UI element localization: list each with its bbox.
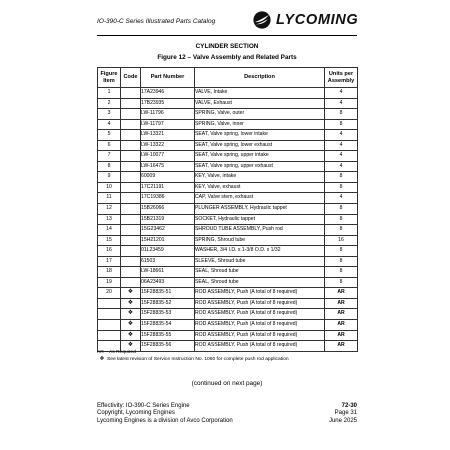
col-header-code: Code	[121, 68, 141, 88]
symbol-note-line	[97, 356, 357, 363]
description-cell: CAP, Valve stem, exhaust	[195, 193, 325, 204]
code-cell	[121, 193, 141, 204]
units-cell: 8	[325, 109, 358, 120]
part-number-cell: 15H21201	[141, 235, 195, 246]
table-row	[98, 204, 358, 215]
figure-item-cell: 2	[98, 98, 121, 109]
figure-item-cell: 4	[98, 119, 121, 130]
part-number-cell: LW-10077	[141, 151, 195, 162]
description-cell: ROD ASSEMBLY, Push (A total of 8 required)	[195, 341, 325, 352]
description-cell: SHROUD TUBE ASSEMBLY, Push rod	[195, 225, 325, 236]
units-cell: 8	[325, 182, 358, 193]
footer-effectivity: Effectivity: IO-390-C Series Engine	[97, 403, 190, 409]
units-cell: 4	[325, 88, 358, 99]
part-number-cell: LW-18661	[141, 267, 195, 278]
figure-item-cell: 7	[98, 151, 121, 162]
lycoming-logo	[252, 10, 358, 30]
description-cell: ROD ASSEMBLY, Push (A total of 8 required)	[195, 320, 325, 331]
code-cell: ❖	[121, 288, 141, 299]
units-cell: AR	[325, 288, 358, 299]
ar-note: AR – As Required	[97, 350, 136, 355]
table-row	[98, 140, 358, 151]
units-cell: 8	[325, 172, 358, 183]
code-cell	[121, 182, 141, 193]
table-row	[98, 109, 358, 120]
col-header-part-number: Part Number	[141, 68, 195, 88]
figure-item-cell: 16	[98, 246, 121, 257]
part-number-cell: 17C19386	[141, 193, 195, 204]
units-cell: 8	[325, 204, 358, 215]
part-number-cell: 15F28835-55	[141, 330, 195, 341]
figure-item-cell: 3	[98, 109, 121, 120]
table-row	[98, 225, 358, 236]
units-cell: 8	[325, 119, 358, 130]
units-cell: 8	[325, 267, 358, 278]
continued-note: (continued on next page)	[191, 380, 263, 387]
units-cell: 4	[325, 98, 358, 109]
units-cell: 8	[325, 277, 358, 288]
part-number-cell: 15F28835-53	[141, 309, 195, 320]
figure-item-cell: 5	[98, 130, 121, 141]
figure-item-cell: 12	[98, 204, 121, 215]
part-number-cell: 15F28835-51	[141, 288, 195, 299]
table-row	[98, 320, 358, 331]
col-header-figure-item: Figure Item	[98, 68, 121, 88]
part-number-cell: 17B23935	[141, 98, 195, 109]
description-cell: KEY, Valve, exhaust	[195, 182, 325, 193]
units-cell: AR	[325, 330, 358, 341]
description-cell: ROD ASSEMBLY, Push (A total of 8 required)	[195, 298, 325, 309]
units-cell: 4	[325, 193, 358, 204]
part-number-cell: 06A23493	[141, 277, 195, 288]
footer	[97, 403, 357, 425]
code-cell	[121, 277, 141, 288]
description-cell: SPRING, Valve, outer	[195, 109, 325, 120]
catalog-title: IO-390-C Series Illustrated Parts Catalog	[97, 18, 216, 25]
figure-item-cell	[98, 309, 121, 320]
units-cell: AR	[325, 320, 358, 331]
description-cell: SEAT, Valve spring, lower exhaust	[195, 140, 325, 151]
part-number-cell: LW-13322	[141, 140, 195, 151]
table-row	[98, 119, 358, 130]
description-cell: SLEEVE, Shroud tube	[195, 256, 325, 267]
table-row	[98, 161, 358, 172]
footer-chapter: 72-30	[341, 403, 357, 409]
description-cell: SOCKET, Hydraulic tappet	[195, 214, 325, 225]
table-row	[98, 309, 358, 320]
part-number-cell: 17A23946	[141, 88, 195, 99]
figure-item-cell: 19	[98, 277, 121, 288]
units-cell: AR	[325, 309, 358, 320]
figure-item-cell	[98, 298, 121, 309]
code-cell	[121, 172, 141, 183]
col-header-description: Description	[195, 68, 325, 88]
col-header-units: Units per Assembly	[325, 68, 358, 88]
units-cell: 4	[325, 140, 358, 151]
part-number-cell: 15G23462	[141, 225, 195, 236]
units-cell: 4	[325, 130, 358, 141]
code-cell	[121, 98, 141, 109]
description-cell: SPRING, Shroud tube	[195, 235, 325, 246]
figure-item-cell: 18	[98, 267, 121, 278]
units-cell: AR	[325, 341, 358, 352]
table-row	[98, 256, 358, 267]
footer-date: June 2025	[328, 417, 357, 424]
code-cell	[121, 204, 141, 215]
units-cell: 4	[325, 161, 358, 172]
code-cell	[121, 267, 141, 278]
code-cell: ❖	[121, 341, 141, 352]
code-cell: ❖	[121, 330, 141, 341]
code-cell	[121, 256, 141, 267]
part-number-cell: LW-13321	[141, 130, 195, 141]
part-number-cell: 15B21319	[141, 214, 195, 225]
part-number-cell: LW-16475	[141, 161, 195, 172]
lycoming-wing-icon	[252, 11, 272, 29]
description-cell: VALVE, Intake	[195, 88, 325, 99]
footer-page: Page 31	[334, 410, 357, 417]
description-cell: VALVE, Exhaust	[195, 98, 325, 109]
figure-item-cell: 13	[98, 214, 121, 225]
units-cell: 8	[325, 256, 358, 267]
figure-item-cell	[98, 330, 121, 341]
code-cell	[121, 88, 141, 99]
part-number-cell: 60009	[141, 172, 195, 183]
code-cell	[121, 119, 141, 130]
table-row	[98, 193, 358, 204]
figure-item-cell: 15	[98, 235, 121, 246]
part-number-cell: 15F28835-56	[141, 341, 195, 352]
description-cell: SEAT, Valve spring, upper exhaust	[195, 161, 325, 172]
figure-item-cell: 8	[98, 161, 121, 172]
description-cell: KEY, Valve, intake	[195, 172, 325, 183]
footer-copyright: Copyright, Lycoming Engines	[97, 410, 175, 417]
description-cell: SPRING, Valve, inner	[195, 119, 325, 130]
table-row	[98, 277, 358, 288]
units-cell: 16	[325, 235, 358, 246]
figure-item-cell: 11	[98, 193, 121, 204]
code-cell	[121, 235, 141, 246]
code-cell	[121, 130, 141, 141]
figure-item-cell	[98, 320, 121, 331]
figure-item-cell: 20	[98, 288, 121, 299]
description-cell: ROD ASSEMBLY, Push (A total of 8 required)	[195, 330, 325, 341]
figure-item-cell: 1	[98, 88, 121, 99]
table-row	[98, 172, 358, 183]
table-row	[98, 288, 358, 299]
part-number-cell: LW-11796	[141, 109, 195, 120]
units-cell: 4	[325, 151, 358, 162]
footer-division: Lycoming Engines is a division of Avco Corporation	[97, 417, 233, 424]
symbol-note: See latest revision of Service Instruction No. 1060 for complete push rod application	[107, 357, 289, 363]
section-title: CYLINDER SECTION	[195, 43, 259, 50]
code-cell	[121, 161, 141, 172]
table-row	[98, 214, 358, 225]
part-number-cell: 15F28835-54	[141, 320, 195, 331]
logo-wordmark: LYCOMING	[276, 12, 359, 28]
code-cell	[121, 140, 141, 151]
part-number-cell: 01L23459	[141, 246, 195, 257]
header-rule	[97, 35, 357, 36]
description-cell: ROD ASSEMBLY, Push (A total of 8 required)	[195, 288, 325, 299]
code-cell	[121, 109, 141, 120]
figure-item-cell: 10	[98, 182, 121, 193]
figure-item-cell: 9	[98, 172, 121, 183]
figure-title: Figure 12 – Valve Assembly and Related Parts	[157, 54, 297, 61]
description-cell: SEAL, Shroud tube	[195, 267, 325, 278]
units-cell: 8	[325, 214, 358, 225]
description-cell: PLUNGER ASSEMBLY, Hydraulic tappet	[195, 204, 325, 215]
part-number-cell: 15F28835-52	[141, 298, 195, 309]
description-cell: ROD ASSEMBLY, Push (A total of 8 required)	[195, 309, 325, 320]
table-row	[98, 298, 358, 309]
figure-item-cell: 14	[98, 225, 121, 236]
part-number-cell: 61503	[141, 256, 195, 267]
figure-item-cell: 6	[98, 140, 121, 151]
table-row	[98, 151, 358, 162]
units-cell: 8	[325, 246, 358, 257]
part-number-cell: 15B26066	[141, 204, 195, 215]
description-cell: WASHER, 3/4 I.D. x 1-3/8 O.D. x 1/32	[195, 246, 325, 257]
diamond-symbol-icon: ❖	[99, 356, 105, 363]
code-cell	[121, 246, 141, 257]
parts-table	[97, 67, 358, 352]
table-notes	[97, 350, 357, 363]
units-cell: 8	[325, 225, 358, 236]
part-number-cell: LW-11797	[141, 119, 195, 130]
code-cell: ❖	[121, 320, 141, 331]
code-cell	[121, 214, 141, 225]
table-row	[98, 98, 358, 109]
table-row	[98, 267, 358, 278]
description-cell: SEAT, Valve spring, lower intake	[195, 130, 325, 141]
code-cell: ❖	[121, 309, 141, 320]
table-row	[98, 246, 358, 257]
code-cell	[121, 225, 141, 236]
code-cell: ❖	[121, 298, 141, 309]
part-number-cell: 17C21191	[141, 182, 195, 193]
figure-item-cell: 17	[98, 256, 121, 267]
description-cell: SEAL, Shroud tube	[195, 277, 325, 288]
table-row	[98, 330, 358, 341]
table-row	[98, 182, 358, 193]
table-row	[98, 130, 358, 141]
description-cell: SEAT, Valve spring, upper intake	[195, 151, 325, 162]
units-cell: AR	[325, 298, 358, 309]
code-cell	[121, 151, 141, 162]
table-row	[98, 235, 358, 246]
table-row	[98, 88, 358, 99]
table-header-row	[98, 68, 358, 88]
